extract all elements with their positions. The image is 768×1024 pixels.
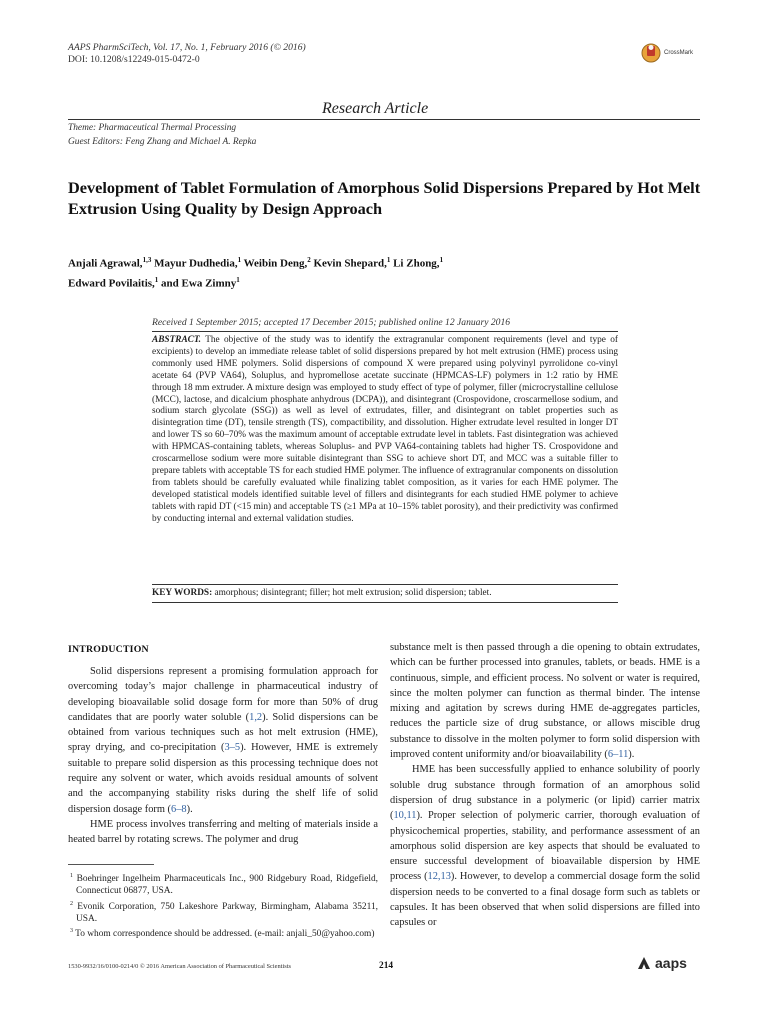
text-run: ). However, to develop a commercial dosage form the solid dispersion needs to be converted to a final dosage form such as tablets or capsules. It has been observed that when solid dispersions are filled into capsules or xyxy=(390,871,700,929)
author-name: and Ewa Zimny xyxy=(158,277,237,290)
journal-citation: AAPS PharmSciTech, Vol. 17, No. 1, February 2016 (© 2016) xyxy=(68,42,306,53)
footnote-marker: 2 xyxy=(70,900,73,907)
author-affiliation: 2 xyxy=(307,256,311,264)
abstract-top-rule xyxy=(152,331,618,332)
aaps-logo-icon xyxy=(636,955,652,971)
doi[interactable]: DOI: 10.1208/s12249-015-0472-0 xyxy=(68,54,200,65)
text-run: ). xyxy=(186,803,193,815)
text-run: ). Solid dispersions can be obtained from various techniques such as hot melt extrusion (HME), spray drying, and co-precipitation ( xyxy=(68,711,378,754)
paragraph xyxy=(68,664,378,817)
text-run: substance melt is then passed through a die opening to obtain extrudates, which can be further processed into granules, tablets, or beads. HME is a continuous, simple, and efficient process. No solvent or water is required, since the molten polymer can function as thermal binder. The intense mixing and agitation by screws during HME de-aggregates particles, reduces the particle size of drug substance, or allows miscible drug substance to dissolve in the molten polymer to form solid dispersion with improved content uniformity and/or bioavailability ( xyxy=(390,642,700,761)
keywords xyxy=(152,588,618,598)
paragraph xyxy=(390,762,700,930)
author-name: Kevin Shepard, xyxy=(310,257,387,270)
section-heading-introduction: INTRODUCTION xyxy=(68,644,149,655)
authors-line-2 xyxy=(68,272,668,292)
footnote xyxy=(68,870,378,898)
author-affiliation: 1,3 xyxy=(142,256,152,264)
author-name: Mayur Dudhedia, xyxy=(151,257,238,270)
author-name: Edward Povilaitis, xyxy=(68,277,155,290)
article-title: Development of Tablet Formulation of Amorphous Solid Dispersions Prepared by Hot Melt Extrusion Using Quality by Design Approach xyxy=(68,178,701,218)
crossmark-badge[interactable] xyxy=(641,42,693,64)
footnote-rule xyxy=(68,864,154,865)
abstract-text: The objective of the study was to identify the extragranular component requirements (level and type of excipients) to develop an immediate release tablet of solid dispersions prepared by hot melt extrusion (HME) process using commonly used HME polymers. Solid dispersions of compound X were prepared using polyvinyl pyrrolidone co-vinyl acetate 64 (PVP VA64), Soluplus, and hypromellose acetate succinate (HPMCAS-LF) polymers in 1:2 ratio by HME through 18 mm extruder. A mixture design was employed to study effect of type of polymer, filler (microcrystalline cellulose (MCC), lactose, and dicalcium phosphate anhydrous (DCPA)), and disintegrant (Crospovidone, croscarmellose sodium, and sodium starch glycolate (SSG)) as well as level of extrudates, filler, and disintegrant on tablet properties such as disintegration time (DT), tensile strength (TS), compactibility, and dissolution. Higher extrudate level resulted in longer DT and lower TS so 60–70% was the maximum amount of acceptable extrudate level in tablets. Fast disintegration was achieved with HPMCAS-containing tablets, whereas Soluplus- and PVP VA64-containing tablets had higher TS. Crospovidone and croscarmellose sodium were more suitable disintegrant than SSG to achieve short DT, and MCC was a suitable filler to prepare tablets with acceptable TS for each studied HME polymer. The influence of extragranular components on dissolution from tablets should be carefully evaluated while finalizing tablet composition, as it varies for each HME polymer. The developed statistical models identified suitable level of fillers and disintegrants for each studied HME polymer to achieve tablets with rapid DT (<15 min) and acceptable TS (≥1 MPa at 10–15% tablet porosity), and their predictivity was confirmed by conducting internal and external validation studies. xyxy=(152,335,618,524)
aaps-logo xyxy=(636,955,687,971)
keywords-text: amorphous; disintegrant; filler; hot melt extrusion; solid dispersion; tablet. xyxy=(212,588,492,598)
text-run: ). xyxy=(628,749,635,761)
citation-link[interactable]: 6–11 xyxy=(607,749,629,761)
right-column xyxy=(390,640,700,931)
header-rule xyxy=(68,119,700,120)
journal-header xyxy=(68,42,306,66)
keywords-label: KEY WORDS: xyxy=(152,588,213,598)
footnotes xyxy=(68,870,378,941)
guest-editors: Guest Editors: Feng Zhang and Michael A. Repka xyxy=(68,137,257,147)
author-name: Anjali Agrawal, xyxy=(68,257,143,270)
author-affiliation: 1 xyxy=(237,256,242,264)
issn-line: 1530-9932/16/0100-0214/0 © 2016 American Association of Pharmaceutical Scientists xyxy=(68,963,291,970)
theme-block xyxy=(68,121,256,149)
received-dates: Received 1 September 2015; accepted 17 December 2015; published online 12 January 2016 xyxy=(152,317,511,328)
footnote-marker: 1 xyxy=(70,873,73,879)
author-list xyxy=(68,252,668,291)
left-column xyxy=(68,664,378,848)
footnote-text: Boehringer Ingelheim Pharmaceuticals Inc., 900 Ridgebury Road, Ridgefield, Connecticut 06877, USA. xyxy=(73,874,378,897)
text-run: HME has been successfully applied to enhance solubility of poorly soluble drug substance through formation of an amorphous solid dispersion of drug substance in a polymeric (or lipid) carrier matrix ( xyxy=(390,764,700,822)
keywords-bottom-rule xyxy=(152,602,618,603)
paragraph xyxy=(390,640,700,762)
paragraph: HME process involves transferring and melting of materials inside a heated barrel by rotating screws. The polymer and drug xyxy=(68,818,378,846)
citation-link[interactable]: 12,13 xyxy=(427,871,451,883)
aaps-logo-text: aaps xyxy=(655,955,687,971)
author-affiliation: 1 xyxy=(439,256,444,264)
author-name: Li Zhong, xyxy=(390,257,440,270)
abstract xyxy=(152,335,618,526)
text-run: ). Proper selection of polymeric carrier, thorough evaluation of physicochemical properties, stability, and performance assessment of an amorphous solid dispersion are key aspects that should be evaluated to ensure successful development of bioavailable dispersion by HME process ( xyxy=(390,810,700,883)
author-affiliation: 1 xyxy=(236,275,240,284)
footnote-text: Evonik Corporation, 750 Lakeshore Parkway, Birmingham, Alabama 35211, USA. xyxy=(73,901,378,925)
crossmark-icon xyxy=(641,42,661,64)
text-run: Solid dispersions represent a promising formulation approach for overcoming today’s major challenge in pharmaceutical industry of developing bioavailable solid dosage form for more than 50% of drug candidates that are poorly water soluble ( xyxy=(68,666,378,723)
crossmark-label: CrossMark xyxy=(664,50,694,56)
authors-line-1 xyxy=(68,252,668,272)
author-affiliation: 1 xyxy=(386,256,391,264)
page-number: 214 xyxy=(379,961,394,971)
citation-link[interactable]: 3–5 xyxy=(224,742,241,754)
citation-link[interactable]: 6–8 xyxy=(171,803,187,815)
author-name: Weibin Deng, xyxy=(241,257,308,270)
citation-link[interactable]: 1,2 xyxy=(249,711,263,723)
citation-link[interactable]: 10,11 xyxy=(393,810,417,822)
footnote xyxy=(68,898,378,926)
text-run: ). However, HME is extremely suitable to prepare solid dispersion as this processing technique does not require any solvent or water, which avoids residual amounts of solvent and the accompanying stability risks during the shelf life of solid dispersion dosage form ( xyxy=(68,742,378,815)
footnote-text: To whom correspondence should be addressed. (e-mail: anjali_50@yahoo.com) xyxy=(73,929,375,940)
footnote-marker: 3 xyxy=(70,928,73,935)
footnote xyxy=(68,925,378,940)
theme: Theme: Pharmaceutical Thermal Processing xyxy=(68,123,237,133)
author-affiliation: 1 xyxy=(154,275,159,284)
keywords-top-rule xyxy=(152,584,618,585)
article-type: Research Article xyxy=(322,100,429,117)
abstract-label: ABSTRACT. xyxy=(152,335,202,345)
